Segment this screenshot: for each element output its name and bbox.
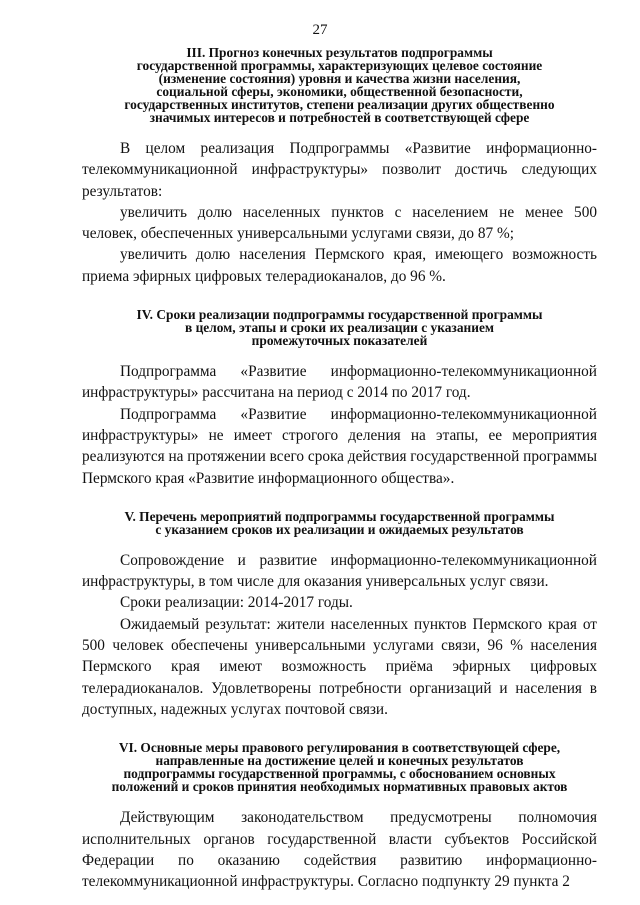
heading-line: IV. Сроки реализации подпрограммы государственной программы: [136, 307, 543, 323]
paragraph: Сроки реализации: 2014-2017 годы.: [120, 594, 353, 612]
heading-line: V. Перечень мероприятий подпрограммы государственной программы: [124, 508, 555, 524]
heading-line: подпрограммы государственной программы, с обоснованием основных: [123, 766, 556, 782]
paragraph: В целом реализация Подпрограммы «Развитие информационно-телекоммуникационной инфраструктуры» позволит достичь следующих результатов:: [82, 140, 597, 200]
paragraph: Подпрограмма «Развитие информационно-телекоммуникационной инфраструктуры» рассчитана на период с 2014 по 2017 год.: [82, 363, 597, 402]
section-heading-6: [82, 741, 597, 793]
paragraph: увеличить долю населения Пермского края, имеющего возможность приема эфирных цифровых телерадиоканалов, до 96 %.: [82, 246, 597, 285]
section-heading-4: [82, 308, 597, 347]
heading-line: в целом, этапы и сроки их реализации с указанием: [184, 320, 495, 336]
paragraph: Ожидаемый результат: жители населенных пунктов Пермского края от 500 человек обеспечены универсальными услугами связи, 96 % населения Пермского края имеют возможность приёма эфирных цифровых телерадиоканалов. Удовлетворены потребности организаций и населения в доступных, надежных услугах почтовой связи.: [82, 615, 597, 718]
heading-line: государственных институтов, степени реализации других общественно: [124, 97, 555, 112]
heading-line: положений и сроков принятия необходимых нормативных правовых актов: [111, 779, 568, 795]
heading-line: промежуточных показателей: [251, 333, 428, 349]
heading-line: с указанием сроков их реализации и ожидаемых результатов: [155, 521, 524, 537]
paragraph: Подпрограмма «Развитие информационно-телекоммуникационной инфраструктуры» не имеет строгого деления на этапы, ее мероприятия реализуются на протяжении всего срока действия государственной программы Пермского края «Развитие информационного общества».: [82, 405, 597, 487]
heading-line: направленные на достижение целей и конечных результатов: [155, 753, 524, 769]
paragraph: Сопровождение и развитие информационно-телекоммуникационной инфраструктуры, в том числе для оказания универсальных услуг связи.: [82, 551, 597, 591]
page-number: 27: [312, 22, 328, 38]
heading-line: III. Прогноз конечных результатов подпрограммы: [186, 45, 493, 60]
heading-line: (изменение состояния) уровня и качества жизни населения,: [158, 71, 521, 86]
section-heading-3: [82, 46, 597, 124]
paragraph: увеличить долю населенных пунктов с населением не менее 500 человек, обеспеченных универсальными услугами связи, до 87 %;: [82, 203, 597, 243]
heading-line: государственной программы, характеризующих целевое состояние: [136, 58, 543, 73]
heading-line: VI. Основные меры правового регулирования в соответствующей сфере,: [118, 740, 561, 756]
paragraph: Действующим законодательством предусмотрены полномочия исполнительных органов государственной власти субъектов Российской Федерации по оказанию содействия развитию информационно-телекоммуникационной инфраструктуры. Согласно подпункту 29 пункта 2: [82, 809, 597, 891]
section-heading-5: [82, 510, 597, 536]
page-content: [82, 46, 597, 892]
heading-line: социальной сферы, экономики, общественной безопасности,: [156, 84, 523, 99]
heading-line: значимых интересов и потребностей в соответствующей сфере: [149, 110, 530, 125]
